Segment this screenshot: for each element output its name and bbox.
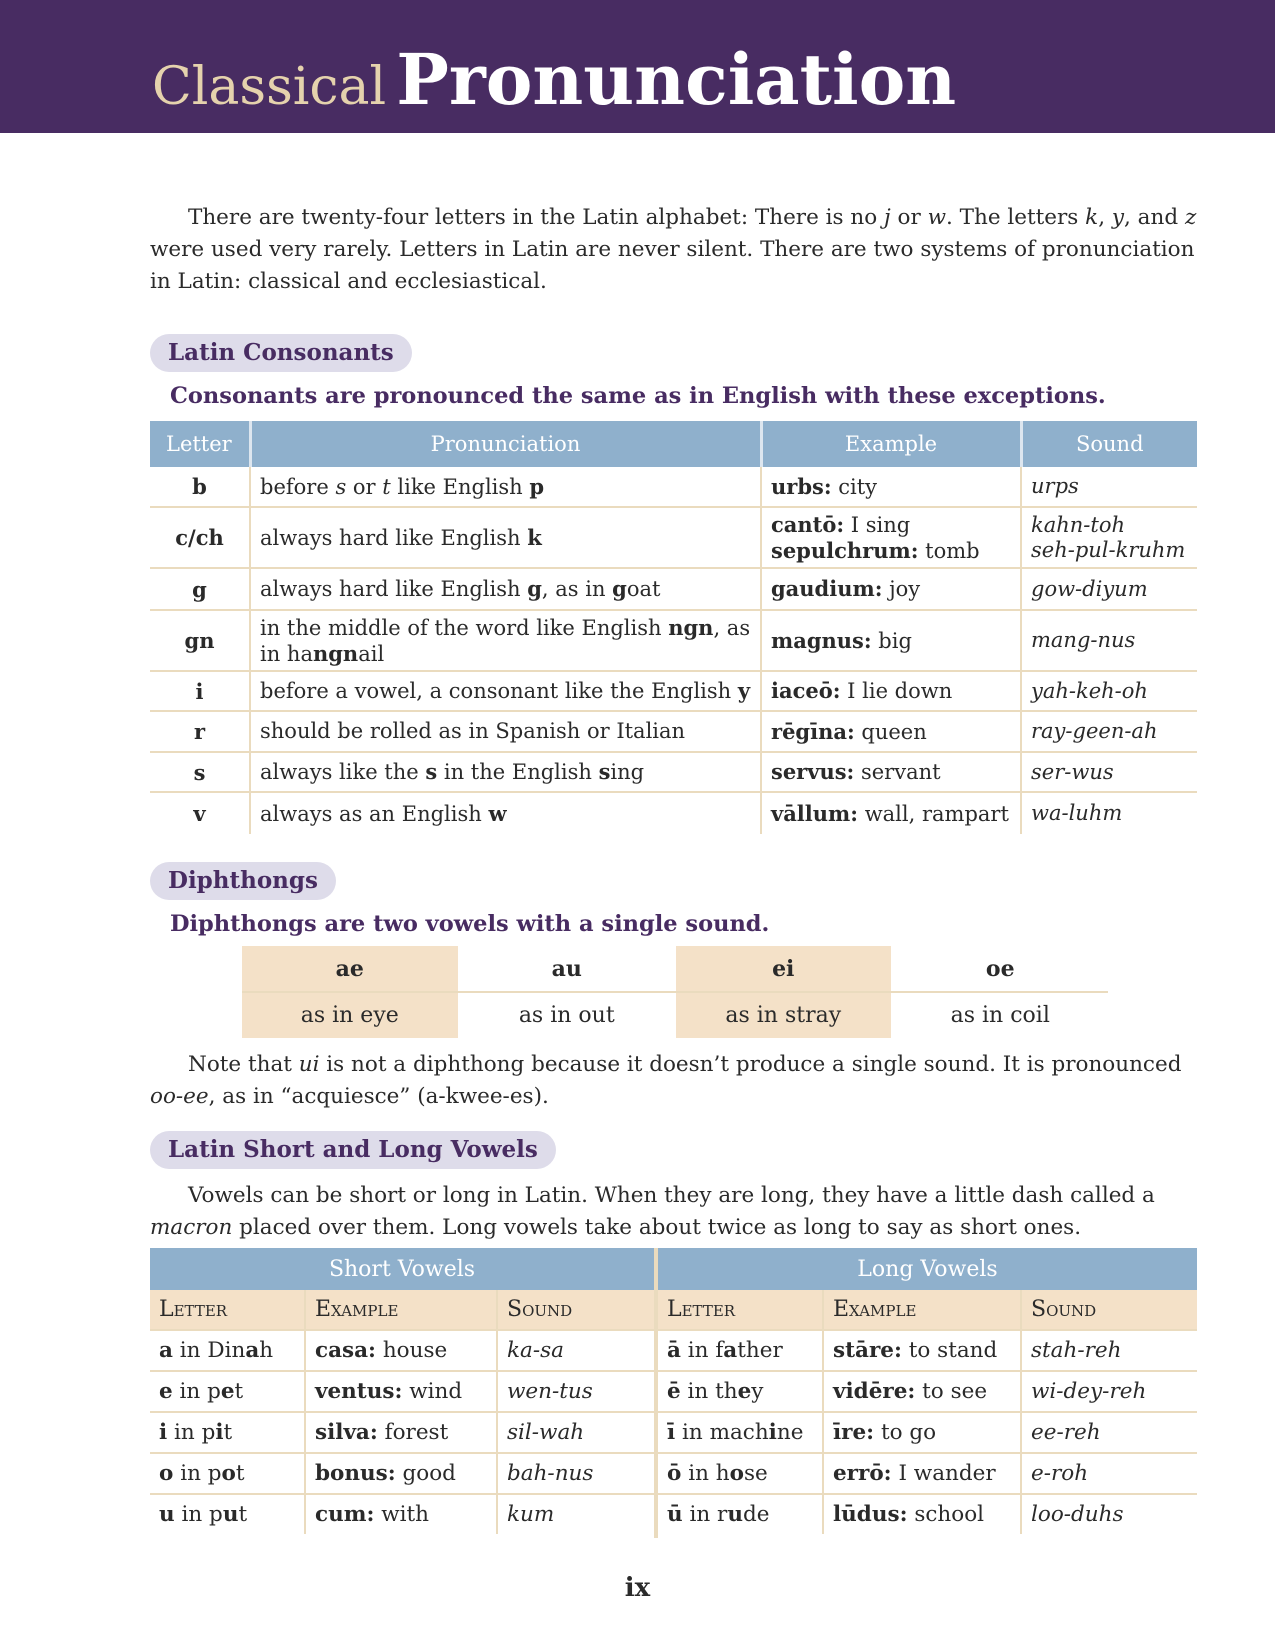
letter-cell: g	[150, 568, 250, 610]
vowel-sound-cell: stah-reh	[1021, 1330, 1197, 1371]
vowel-example-cell: stāre: to stand	[823, 1330, 1021, 1371]
vowel-letter-cell: ē in they	[658, 1371, 823, 1412]
table-row	[150, 507, 1197, 568]
example-cell: vāllum: wall, rampart	[761, 792, 1021, 834]
diphthong-cell: ae	[242, 946, 459, 992]
diphthong-cell: ei	[675, 946, 892, 992]
example-cell: rēgīna: queen	[761, 711, 1021, 752]
col-header-pronunciation: Pronunciation	[250, 421, 761, 467]
table-row	[150, 752, 1197, 792]
letter-cell: s	[150, 752, 250, 792]
table-row	[150, 1494, 654, 1534]
col-header-letter: Letter	[150, 421, 250, 467]
vowel-letter-cell: u in put	[159, 1502, 248, 1527]
subheader-sound: Sound	[497, 1290, 654, 1330]
col-header-example: Example	[761, 421, 1021, 467]
diphthong-sound-cell: as in stray	[675, 992, 892, 1038]
title-part2: Pronunciation	[396, 38, 957, 121]
example-cell: magnus: big	[761, 610, 1021, 671]
example-cell: gaudium: joy	[761, 568, 1021, 610]
vowels-intro: Vowels can be short or long in Latin. When they are long, they have a little dash called a macron placed over them. Long vowels take about twice as long to say as short ones.	[150, 1183, 1155, 1240]
diphthong-sound-cell: as in out	[459, 992, 676, 1038]
pronunciation-cell: before s or t like English p	[250, 467, 761, 507]
table-row	[150, 792, 1197, 834]
page-title	[152, 38, 956, 121]
vowel-example-cell: ventus: wind	[305, 1371, 497, 1412]
example-cell: urbs: city	[761, 467, 1021, 507]
table-row	[658, 1330, 1197, 1371]
diphthong-cell: oe	[892, 946, 1109, 992]
vowel-sound-cell: wi-dey-reh	[1021, 1371, 1197, 1412]
vowel-letter-cell: ū in rude	[667, 1502, 770, 1527]
pronunciation-cell: should be rolled as in Spanish or Italian	[250, 711, 761, 752]
subheader-letter: Letter	[658, 1290, 823, 1330]
sound-cell: kahn-toh seh-pul-kruhm	[1021, 507, 1197, 568]
vowel-letter-cell: ā in father	[658, 1330, 823, 1371]
short-vowels-table	[150, 1248, 654, 1534]
vowel-example-cell: lūdus: school	[823, 1494, 1021, 1534]
long-vowels-title: Long Vowels	[658, 1248, 1197, 1290]
vowel-sound-cell: kum	[497, 1494, 654, 1534]
vowel-letter-cell: e in pet	[150, 1371, 305, 1412]
vowel-sound-cell: ee-reh	[1021, 1412, 1197, 1453]
consonants-header-row	[150, 421, 1197, 467]
sound-cell: ser-wus	[1021, 752, 1197, 792]
vowel-example-cell: vidēre: to see	[823, 1371, 1021, 1412]
vowel-example-cell: errō: I wander	[823, 1453, 1021, 1494]
vowel-sound-cell: bah-nus	[497, 1453, 654, 1494]
vowel-sound-cell: loo-duhs	[1021, 1494, 1197, 1534]
vowel-example-cell: cum: with	[305, 1494, 497, 1534]
vowel-sound-cell: ka-sa	[497, 1330, 654, 1371]
vowel-example-cell: bonus: good	[305, 1453, 497, 1494]
diphthong-sound-cell: as in coil	[892, 992, 1109, 1038]
short-vowels-title: Short Vowels	[150, 1248, 654, 1290]
letter-cell: v	[193, 801, 206, 826]
table-row	[150, 1330, 654, 1371]
table-row	[150, 671, 1197, 711]
table-row	[150, 568, 1197, 610]
table-row	[658, 1494, 1197, 1534]
vowel-sound-cell: wen-tus	[497, 1371, 654, 1412]
consonants-subheading: Consonants are pronounced the same as in English with these exceptions.	[170, 383, 1106, 409]
section-heading-diphthongs: Diphthongs	[150, 862, 336, 900]
pronunciation-cell: always like the s in the English sing	[250, 752, 761, 792]
diphthong-cell: au	[459, 946, 676, 992]
diphthongs-subheading: Diphthongs are two vowels with a single sound.	[170, 911, 770, 937]
diphthong-note: Note that ui is not a diphthong because it doesn’t produce a single sound. It is pronounced oo-ee, as in “acquiesce” (a-kwee-es).	[150, 1052, 1182, 1109]
vowel-sound-cell: e-roh	[1021, 1453, 1197, 1494]
subheader-example: Example	[305, 1290, 497, 1330]
table-row	[658, 1371, 1197, 1412]
pronunciation-cell: before a vowel, a consonant like the English y	[250, 671, 761, 711]
letter-cell: i	[150, 671, 250, 711]
long-vowels-table	[658, 1248, 1197, 1534]
short-subheader-row	[150, 1290, 654, 1330]
intro-paragraph: There are twenty-four letters in the Latin alphabet: There is no j or w. The letters k, y, and z were used very rarely. Letters in Latin are never silent. There are two systems of pronunciation in Latin: classical and ecclesiastical.	[150, 205, 1197, 294]
vowel-letter-cell: ō in hose	[658, 1453, 823, 1494]
diphthong-sound-row	[242, 992, 1108, 1038]
sound-cell: mang-nus	[1021, 610, 1197, 671]
letter-cell: r	[150, 711, 250, 752]
subheader-example: Example	[823, 1290, 1021, 1330]
pronunciation-cell: always as an English w	[250, 792, 761, 834]
table-row	[150, 711, 1197, 752]
diphthong-sound-cell: as in eye	[242, 992, 459, 1038]
vowel-letter-cell: a in Dinah	[150, 1330, 305, 1371]
table-row	[150, 610, 1197, 671]
table-row	[150, 1453, 654, 1494]
sound-cell: yah-keh-oh	[1021, 671, 1197, 711]
pronunciation-cell: always hard like English g, as in goat	[250, 568, 761, 610]
vowel-example-cell: casa: house	[305, 1330, 497, 1371]
table-row	[150, 1371, 654, 1412]
letter-cell: gn	[150, 610, 250, 671]
example-cell: iaceō: I lie down	[761, 671, 1021, 711]
section-heading-vowels: Latin Short and Long Vowels	[150, 1131, 556, 1169]
vowel-example-cell: īre: to go	[823, 1412, 1021, 1453]
vowel-example-cell: silva: forest	[305, 1412, 497, 1453]
page-number: ix	[624, 1573, 651, 1603]
diphthongs-table	[242, 946, 1108, 1038]
sound-cell: ray-geen-ah	[1021, 711, 1197, 752]
section-heading-consonants: Latin Consonants	[150, 334, 412, 372]
table-row	[150, 1412, 654, 1453]
vowel-letter-cell: o in pot	[150, 1453, 305, 1494]
sound-cell: gow-diyum	[1021, 568, 1197, 610]
table-row	[658, 1412, 1197, 1453]
vowel-letter-cell: i in pit	[150, 1412, 305, 1453]
sound-cell: wa-luhm	[1021, 792, 1197, 834]
consonants-table	[150, 421, 1197, 834]
vowel-sound-cell: sil-wah	[497, 1412, 654, 1453]
title-part1: Classical	[152, 57, 387, 117]
vowel-letter-cell: ī in machine	[658, 1412, 823, 1453]
subheader-sound: Sound	[1021, 1290, 1197, 1330]
example-cell: servus: servant	[761, 752, 1021, 792]
pronunciation-cell: always hard like English k	[250, 507, 761, 568]
example-cell: cantō: I sing sepulchrum: tomb	[761, 507, 1021, 568]
long-subheader-row	[658, 1290, 1197, 1330]
subheader-letter: Letter	[150, 1290, 305, 1330]
letter-cell: b	[150, 467, 250, 507]
table-row	[150, 467, 1197, 507]
letter-cell: c/ch	[150, 507, 250, 568]
col-header-sound: Sound	[1021, 421, 1197, 467]
table-row	[658, 1453, 1197, 1494]
sound-cell: urps	[1021, 467, 1197, 507]
diphthong-row	[242, 946, 1108, 992]
pronunciation-cell: in the middle of the word like English ngn, as in hangnail	[250, 610, 761, 671]
